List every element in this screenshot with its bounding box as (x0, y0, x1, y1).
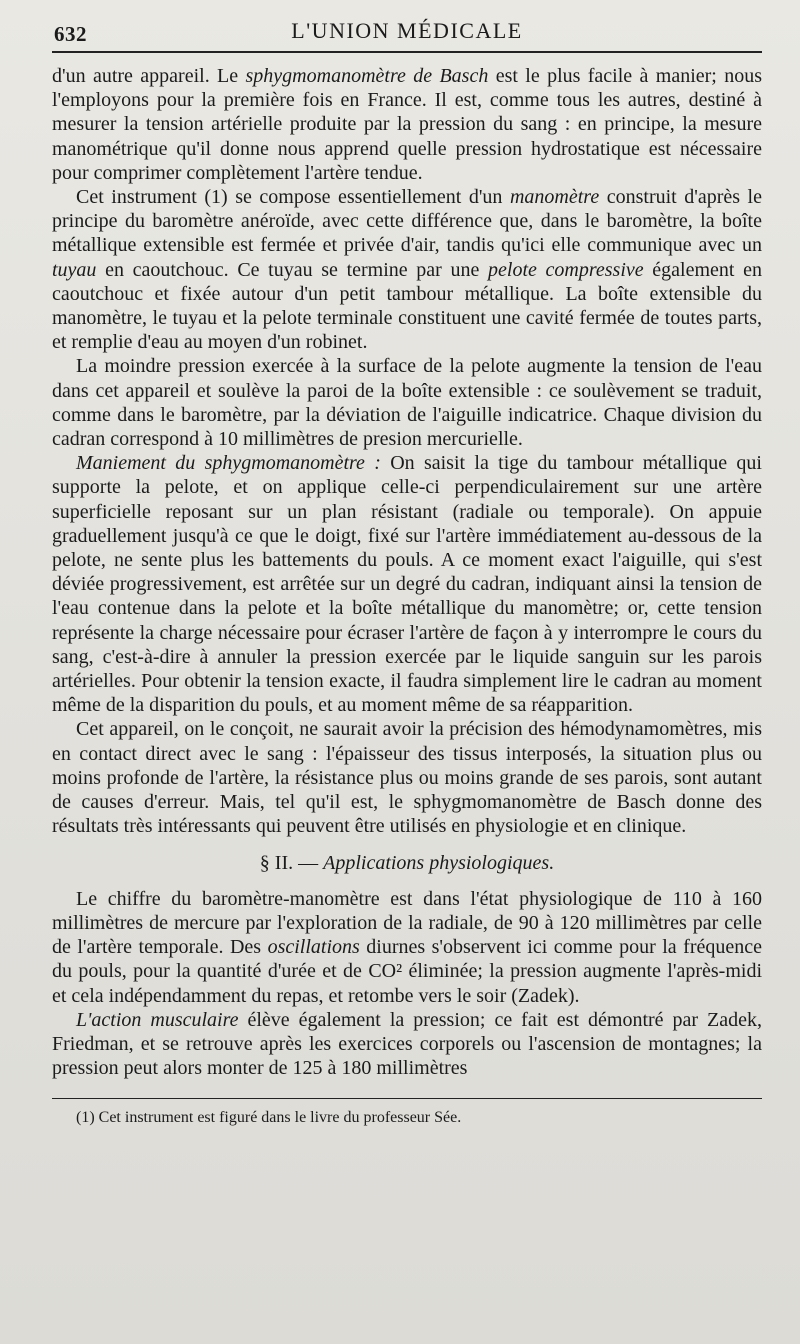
text-run: construit d'après le principe du baromètre anéroïde, avec cette différence que, dans le baromètre, la boîte métallique extensible est fermée et privée d'air, tandis qu'ici elle communique avec un (52, 186, 762, 257)
paragraph (52, 887, 762, 1008)
header-rule (52, 51, 762, 53)
text-run: On saisit la tige du tambour métallique qui supporte la pelote, et on applique celle-ci perpendiculairement sur une artère superficielle reposant sur un plan résistant (radiale ou temporale). On appuie graduellement jusqu'à ce que le doigt, fixé sur l'artère immédiatement au-dessous de la pelote, ne sente plus les battements du pouls. A ce moment exact l'aiguille, qui s'est déviée progressivement, est arrêtée sur un degré du cadran, indiquant ainsi la tension de l'eau contenue dans la pelote et la boîte métallique du manomètre; or, cette tension représente la charge nécessaire pour écraser l'artère de façon à y interrompre le cours du sang, c'est-à-dire à annuler la pression exercée par le liquide sanguin sur les parois artérielles. Pour obtenir la tension exacte, il faudra simplement lire le cadran au moment même de la disparition du pouls, et au moment même de sa réapparition. (52, 452, 762, 717)
text-run: Cet appareil, on le conçoit, ne saurait avoir la précision des hémodynamomètres, mis en contact direct avec le sang : l'épaisseur des tissus interposés, la situation plus ou moins profonde de l'artère, la résistance plus ou moins grande de ses parois, sont autant de causes d'erreur. Mais, tel qu'il est, le sphygmomanomètre de Basch donne des résultats très intéressants qui peuvent être utilisés en physiologie et en clinique. (52, 718, 762, 838)
italic-text: Maniement du sphygmomanomètre : (76, 452, 381, 475)
text-run: élève également la pression; ce fait est démontré par Zadek, Friedman, et se retrouve après les exercices corporels ou l'ascension de montagnes; la pression peut alors monter de 125 à 180 millimètres (52, 1008, 763, 1080)
section-heading-title: Applications physiologiques. (323, 851, 555, 874)
paragraph (52, 64, 762, 185)
journal-title: L'UNION MÉDICALE (291, 18, 523, 43)
footnote-rule (52, 1098, 762, 1099)
text-run: Cet instrument (1) se compose essentiellement d'un (76, 186, 510, 209)
paragraph (52, 451, 762, 717)
italic-text: sphygmomanomètre de Basch (245, 65, 489, 87)
text-run: en caoutchouc. Ce tuyau se termine par une (96, 258, 489, 281)
italic-text: L'action musculaire (76, 1008, 239, 1031)
text-run: La moindre pression exercée à la surface de la pelote augmente la tension de l'eau dans cet appareil et soulève la paroi de la boîte extensible : ce soulèvement se traduit, comme dans le baromètre, par la déviation de l'aiguille indicatrice. Chaque division du cadran correspond à 10 millimètres de presion mercurielle. (52, 355, 762, 451)
paragraph (52, 185, 762, 354)
text-run: diurnes s'observent ici comme pour la fréquence du pouls, pour la quantité d'urée et de CO² éliminée; la pression augmente l'après-midi et cela indépendamment du repas, et retombe vers le soir (Zadek). (52, 936, 763, 1007)
section-heading (52, 851, 762, 875)
body-text (52, 64, 762, 1080)
paragraphs-after-section (52, 887, 762, 1081)
page-number: 632 (54, 22, 87, 46)
running-head (52, 8, 762, 46)
paragraph (52, 354, 762, 451)
footnote: (1) Cet instrument est figuré dans le livre du professeur Sée. (76, 1109, 462, 1127)
italic-text: manomètre (509, 186, 600, 209)
italic-text: oscillations (267, 936, 360, 959)
italic-text: pelote compressive (488, 258, 644, 281)
italic-text: tuyau (52, 258, 97, 281)
section-heading-number: § II. — (259, 851, 324, 874)
paragraph (52, 1008, 762, 1081)
paragraph (52, 717, 762, 838)
paragraphs-before-section (52, 64, 762, 839)
text-run: également en caoutchouc et fixée autour d'un petit tambour métallique. La boîte extensible du manomètre, le tuyau et la pelote terminale constituent une cavité fermée de toutes parts, et remplie d'eau au moyen d'un robinet. (52, 258, 763, 354)
text-run: Le chiffre du baromètre-manomètre est dans l'état physiologique de 110 à 160 millimètres de mercure par l'exploration de la radiale, de 90 à 120 millimètres par celle de l'artère temporale. Des (52, 887, 762, 959)
text-run: est le plus facile à manier; nous l'employons pour la première fois en France. Il est, comme tous les autres, destiné à mesurer la tension artérielle produite par la pression du sang : en principe, la mesure manométrique qu'il donne nous apprend quelle pression hydrostatique est nécessaire pour comprimer complètement l'artère tendue. (52, 65, 762, 184)
text-run: d'un autre appareil. Le (52, 65, 246, 87)
